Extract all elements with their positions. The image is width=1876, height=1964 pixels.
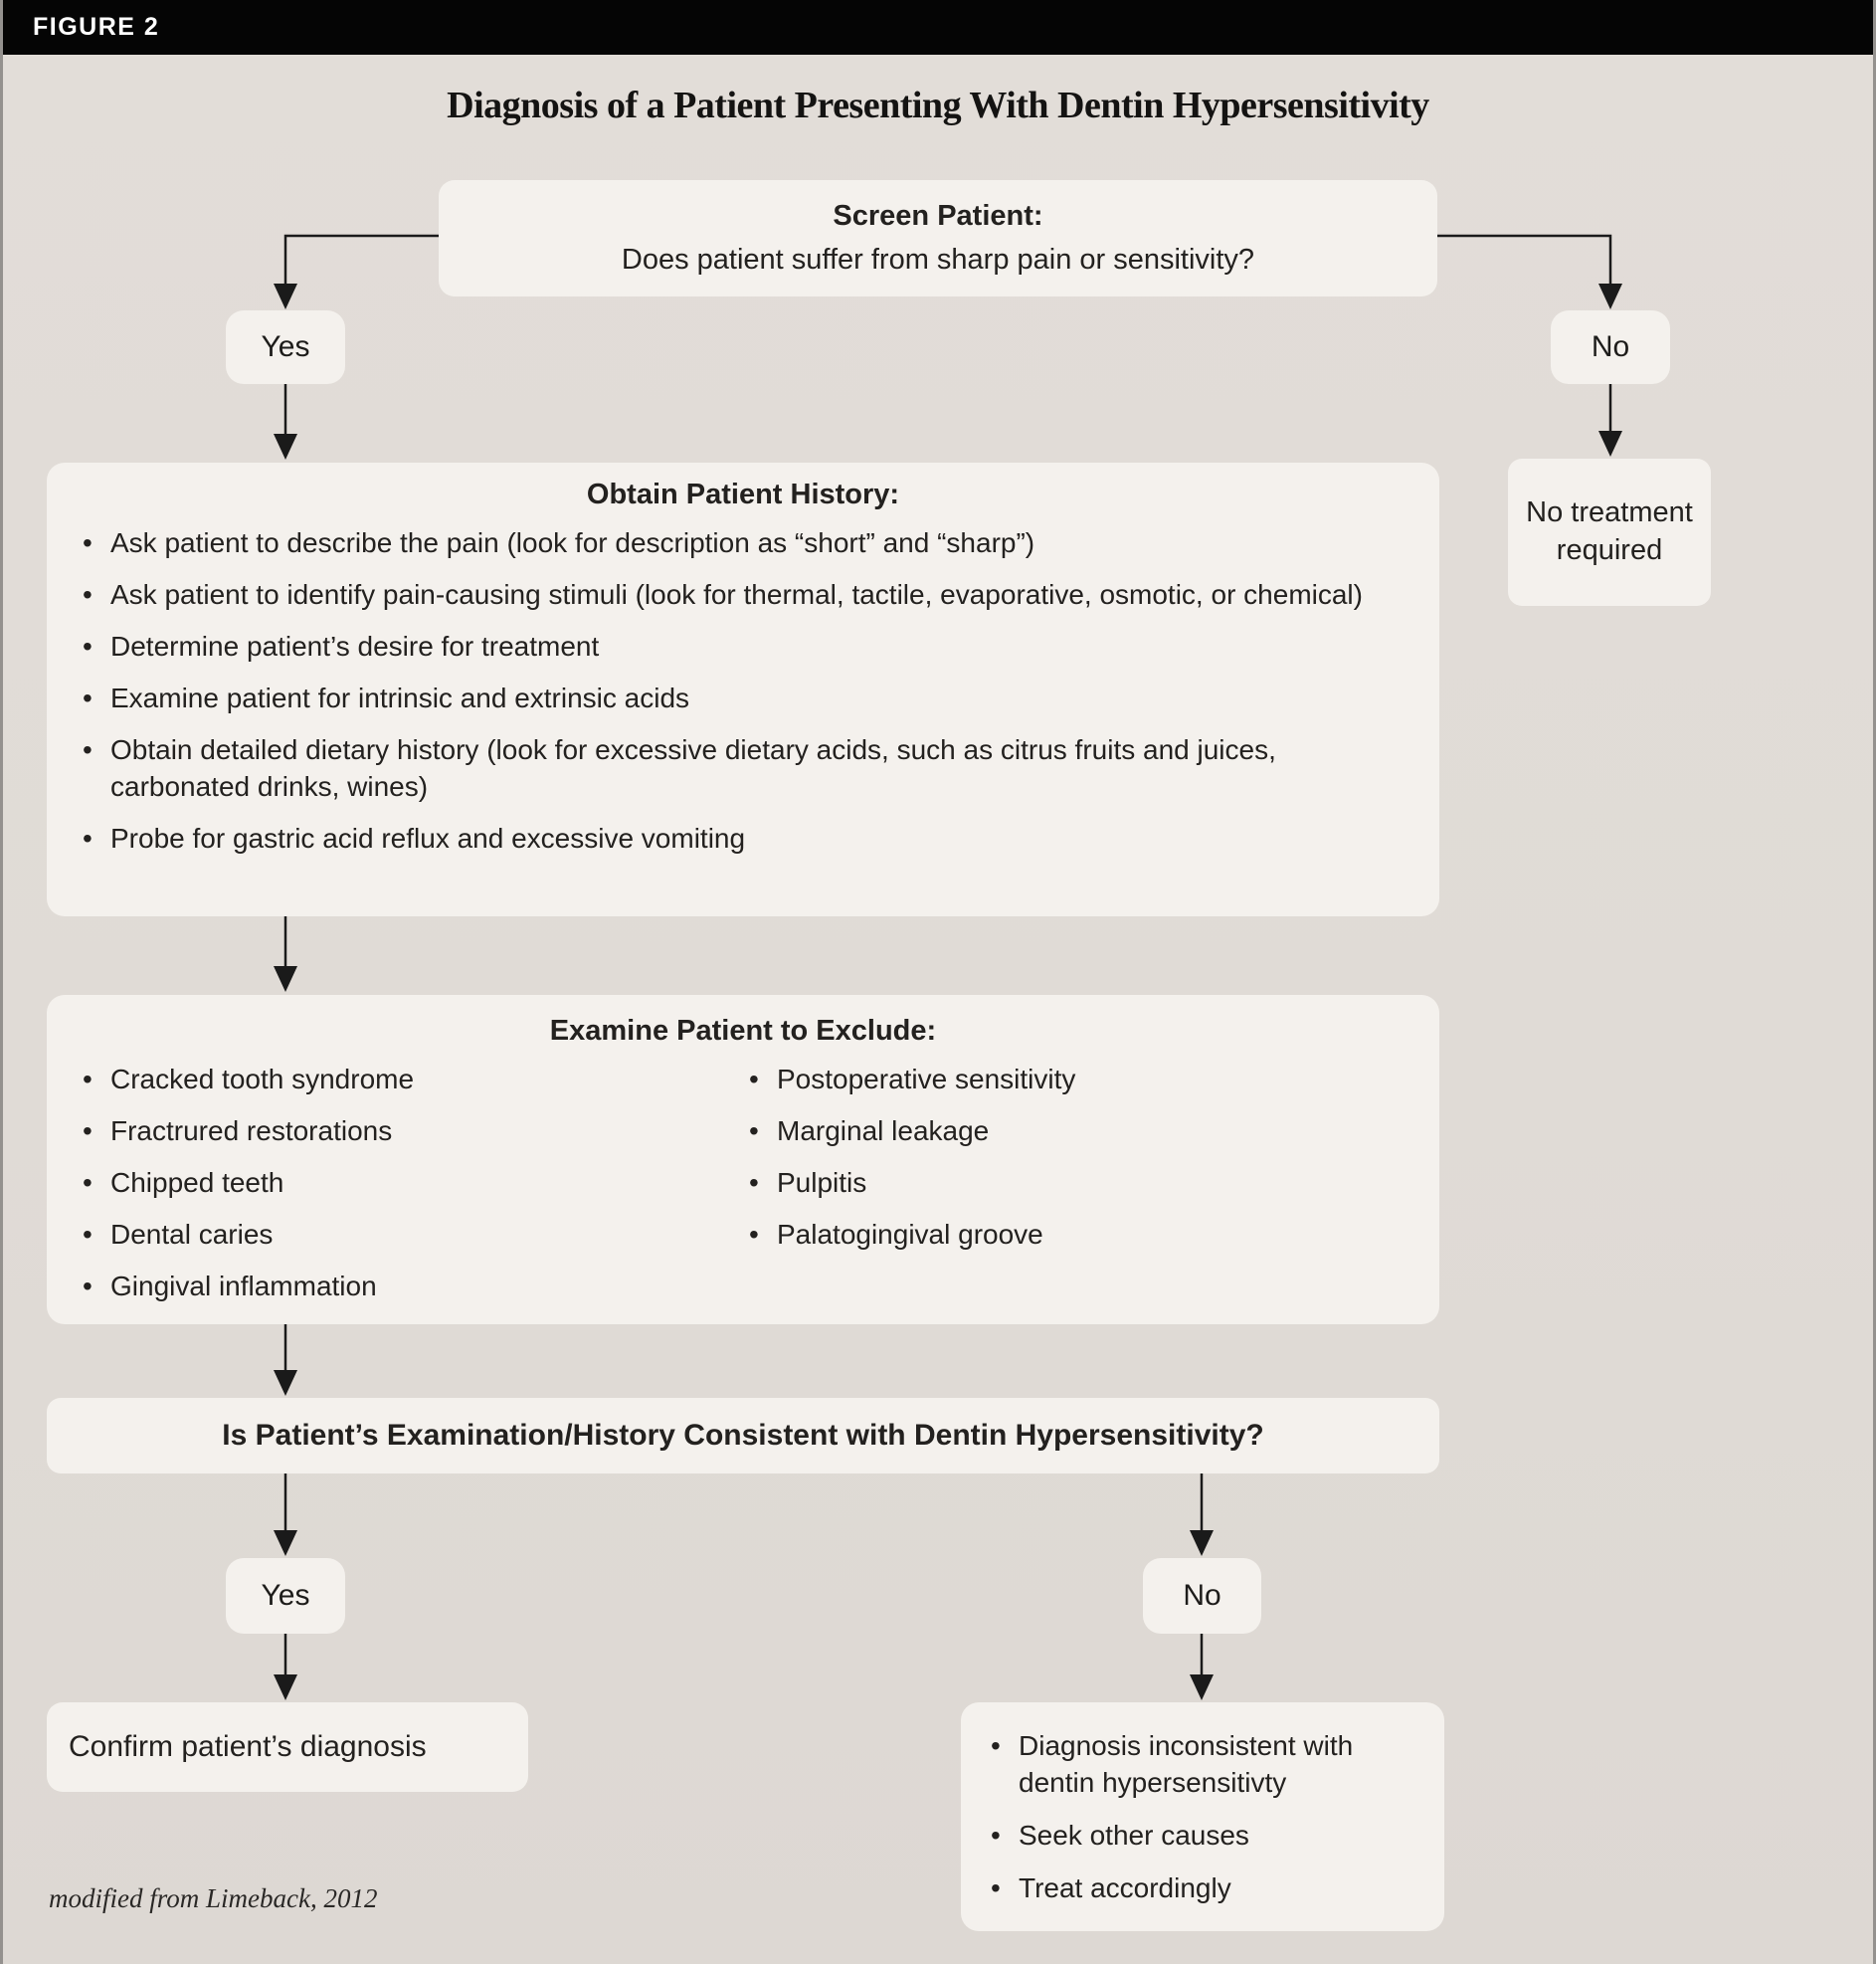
consistency-question-node: Is Patient’s Examination/History Consistent with Dentin Hypersensitivity? [47,1398,1439,1473]
history-bullet: • Obtain detailed dietary history (look for excessive dietary acids, such as citrus fruits and juices, carbonated drinks, wines) [75,732,1411,806]
obtain-history-node [47,463,1439,916]
history-bullet: • Ask patient to describe the pain (look for description as “short” and “sharp”) [75,525,1411,562]
arrow-screen-to-no [1437,236,1622,309]
figure-title: Diagnosis of a Patient Presenting With Dentin Hypersensitivity [447,85,1429,126]
source-citation: modified from Limeback, 2012 [49,1883,378,1913]
examine-exclude-heading: Examine Patient to Exclude: [549,1015,937,1047]
inconsistent-bullet: • Diagnosis inconsistent with dentin hypersensitivty [983,1728,1426,1802]
examine-bullet: • Chipped teeth [75,1165,741,1202]
inconsistent-bullet: • Treat accordingly [983,1870,1426,1907]
branch-bottom-yes-node: Yes [226,1558,345,1634]
arrow-screen-to-yes [274,236,439,309]
examine-bullet: • Fractrured restorations [75,1113,741,1150]
arrow-yes-to-history [274,384,297,460]
examine-exclude-columns [75,1062,1411,1320]
obtain-history-list [75,525,1411,858]
branch-top-yes-node: Yes [226,310,345,384]
examine-left-list [75,1062,741,1320]
arrow-yes-to-confirm [274,1634,297,1700]
branch-top-no-node: No [1551,310,1670,384]
arrow-consistency-to-no [1190,1473,1214,1556]
arrow-history-to-examine [274,916,297,992]
history-bullet: • Probe for gastric acid reflux and excessive vomiting [75,821,1411,858]
arrow-no-to-no-treatment [1598,384,1622,457]
examine-bullet: • Cracked tooth syndrome [75,1062,741,1098]
figure-label: FIGURE 2 [33,13,160,41]
history-bullet: • Ask patient to identify pain-causing stimuli (look for thermal, tactile, evaporative, osmotic, or chemical) [75,577,1411,614]
examine-bullet: • Postoperative sensitivity [741,1062,1411,1098]
inconsistent-bullet: • Seek other causes [983,1818,1426,1855]
examine-exclude-node [47,995,1439,1324]
history-bullet: • Determine patient’s desire for treatment [75,629,1411,666]
examine-bullet: • Marginal leakage [741,1113,1411,1150]
examine-bullet: • Gingival inflammation [75,1269,741,1305]
arrow-no-to-inconsistent [1190,1634,1214,1700]
inconsistent-list [983,1728,1426,1907]
obtain-history-heading: Obtain Patient History: [586,479,900,510]
inconsistent-diagnosis-node [961,1702,1444,1931]
examine-bullet: • Pulpitis [741,1165,1411,1202]
confirm-diagnosis-node: Confirm patient’s diagnosis [47,1702,528,1792]
screen-patient-question: Does patient suffer from sharp pain or sensitivity? [621,244,1255,276]
arrow-examine-to-consistency [274,1324,297,1396]
examine-right-list [741,1062,1411,1320]
branch-bottom-no-node: No [1143,1558,1261,1634]
figure-header-bar [0,0,1876,55]
history-bullet: • Examine patient for intrinsic and extrinsic acids [75,681,1411,717]
no-treatment-node: No treatment required [1508,459,1711,606]
examine-bullet: • Dental caries [75,1217,741,1254]
screen-patient-heading: Screen Patient: [833,200,1043,232]
examine-bullet: • Palatogingival groove [741,1217,1411,1254]
arrow-consistency-to-yes [274,1473,297,1556]
screen-patient-node [439,180,1437,296]
